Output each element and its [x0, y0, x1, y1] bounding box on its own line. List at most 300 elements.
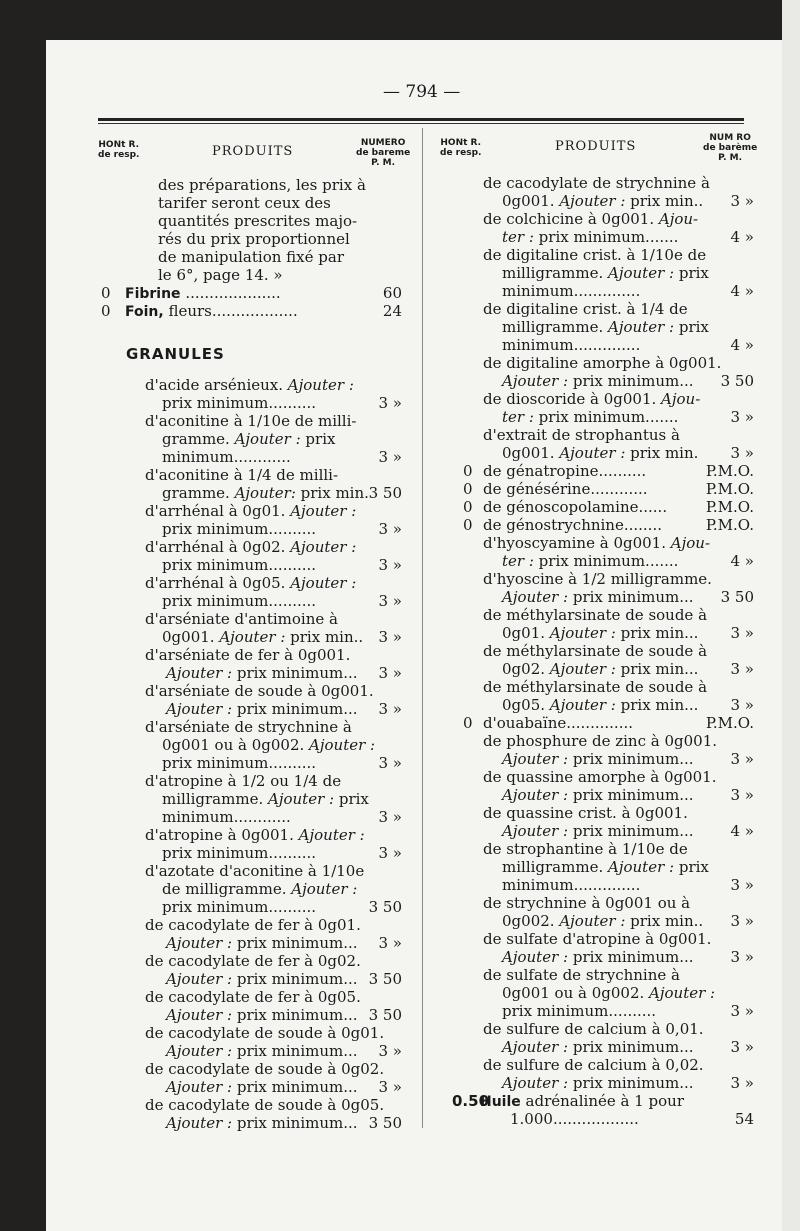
price-value: 3 »: [730, 408, 754, 426]
line-text: minimum............: [162, 448, 291, 466]
product-line: [145, 412, 356, 430]
line-text: adrénalinée à 1 pour: [520, 1092, 685, 1110]
line-text: d'arséniate de fer à 0g001.: [145, 646, 351, 664]
price-value: 3 50: [368, 1006, 402, 1024]
price-value: 3 »: [730, 948, 754, 966]
product-line: [483, 606, 707, 624]
line-text: de cacodylate de soude à 0g01.: [145, 1024, 385, 1042]
line-text: d'azotate d'aconitine à 1/10e: [145, 862, 365, 880]
line-text: milligramme.: [502, 264, 608, 282]
line-text: de quassine crist. à 0g001.: [483, 804, 688, 822]
price-value: 3 »: [378, 700, 402, 718]
product-line: [502, 282, 640, 300]
honor-value: 0: [463, 498, 473, 516]
instruction-text: Ajouter :: [290, 574, 357, 592]
line-text: d'arrhénal à 0g02.: [145, 538, 291, 556]
line-text: d'arrhénal à 0g05.: [145, 574, 291, 592]
product-line: [480, 1092, 684, 1110]
product-line: [483, 426, 680, 444]
line-text: de digitaline crist. à 1/4 de: [483, 300, 688, 318]
product-line: [483, 246, 706, 264]
price-value: 3 »: [730, 696, 754, 714]
line-text: d'ouabaïne..............: [483, 714, 633, 732]
price-value: 3 »: [730, 750, 754, 768]
instruction-text: Ajouter :: [290, 538, 357, 556]
product-line: [483, 804, 688, 822]
product-line: [145, 538, 356, 556]
instruction-text: Ajouter :: [219, 628, 286, 646]
price-value: 3 »: [378, 808, 402, 826]
product-line: [483, 678, 707, 696]
line-text-cont: prix min.: [295, 484, 369, 502]
product-line: [502, 552, 678, 570]
instruction-text: ter :: [502, 408, 534, 426]
price-value: P.M.O.: [705, 462, 754, 480]
line-text-cont: prix minimum...: [232, 1042, 358, 1060]
product-line: [158, 194, 331, 212]
instruction-text: Ajouter :: [166, 1006, 233, 1024]
line-text: de méthylarsinate de soude à: [483, 678, 708, 696]
price-value: 4 »: [730, 282, 754, 300]
price-value: 24: [382, 302, 402, 320]
product-line: [162, 754, 316, 772]
line-text: prix minimum..........: [162, 556, 317, 574]
price-value: 3 »: [730, 876, 754, 894]
product-line: [502, 372, 694, 390]
product-line: [483, 642, 707, 660]
line-text: de cacodylate de soude à 0g02.: [145, 1060, 385, 1078]
line-text: d'extrait de strophantus à: [483, 426, 680, 444]
price-value: 4 »: [730, 822, 754, 840]
instruction-text: Ajouter:: [234, 484, 296, 502]
product-line: [483, 570, 712, 588]
line-text: d'hyoscyamine à 0g001.: [483, 534, 671, 552]
line-text-cont: prix minimum...: [232, 1114, 358, 1132]
product-line: [166, 1078, 358, 1096]
instruction-text: Ajouter :: [234, 430, 306, 448]
product-name: Huile: [480, 1094, 521, 1110]
product-line: [502, 948, 694, 966]
line-text-cont: prix minimum...: [232, 700, 358, 718]
line-text-cont: prix min..: [625, 912, 704, 930]
line-text: de dioscoride à 0g001.: [483, 390, 662, 408]
product-line: [162, 808, 291, 826]
instruction-text: Ajouter :: [166, 664, 233, 682]
instruction-text: Ajouter :: [608, 264, 675, 282]
line-text: d'atropine à 1/2 ou 1/4 de: [145, 772, 342, 790]
product-line: [125, 302, 298, 320]
line-text-cont: prix minimum...: [568, 1074, 694, 1092]
line-text-cont: prix min.: [625, 444, 699, 462]
line-text: d'atropine à 0g001.: [145, 826, 299, 844]
header-produits-left: PRODUITS: [212, 144, 294, 159]
product-line: [145, 574, 356, 592]
line-text: de génatropine..........: [483, 462, 647, 480]
price-value: 3 50: [368, 970, 402, 988]
line-text: d'aconitine à 1/4 de milli-: [145, 466, 339, 484]
price-value: 3 »: [730, 1002, 754, 1020]
instruction-text: Ajou-: [661, 390, 701, 408]
product-line: [483, 354, 721, 372]
line-text: d'arrhénal à 0g01.: [145, 502, 291, 520]
instruction-text: Ajouter :: [549, 696, 616, 714]
product-name: Fibrine: [125, 286, 181, 302]
line-text-cont: prix minimum.......: [533, 408, 679, 426]
line-text: d'arséniate de strychnine à: [145, 718, 352, 736]
product-line: [502, 444, 698, 462]
line-text: milligramme.: [502, 858, 608, 876]
instruction-text: Ajouter :: [166, 970, 233, 988]
price-value: 3 50: [368, 898, 402, 916]
line-text-cont: prix minimum.......: [533, 228, 679, 246]
product-line: [483, 714, 633, 732]
price-value: 3 50: [368, 484, 402, 502]
product-line: [162, 394, 316, 412]
line-text: de digitaline amorphe à 0g001.: [483, 354, 722, 372]
product-line: [162, 628, 363, 646]
line-text: de génésérine............: [483, 480, 648, 498]
instruction-text: Ajou-: [658, 210, 699, 228]
price-value: 3 »: [730, 192, 754, 210]
price-value: 3 »: [378, 592, 402, 610]
line-text-cont: prix minimum...: [568, 948, 694, 966]
product-line: [145, 502, 356, 520]
product-line: [483, 300, 688, 318]
line-text: 0g001 ou à 0g002.: [162, 736, 310, 754]
product-line: [162, 556, 316, 574]
product-line: [483, 210, 698, 228]
line-text: 0g02.: [502, 660, 550, 678]
instruction-text: Ajouter :: [502, 1038, 569, 1056]
product-line: [145, 988, 361, 1006]
line-text: milligramme.: [162, 790, 268, 808]
line-text-cont: prix min...: [615, 696, 699, 714]
line-text: gramme.: [162, 484, 235, 502]
product-line: [158, 248, 344, 266]
line-text: milligramme.: [502, 318, 608, 336]
product-line: [145, 376, 354, 394]
product-line: [483, 768, 716, 786]
product-line: [158, 212, 357, 230]
product-line: [502, 336, 640, 354]
product-line: [162, 448, 291, 466]
line-text: de cacodylate de strychnine à: [483, 174, 710, 192]
line-text: d'acide arsénieux.: [145, 376, 288, 394]
page-number: — 794 —: [383, 82, 461, 102]
line-text-cont: prix: [674, 318, 709, 336]
product-line: [145, 952, 361, 970]
line-text: de manipulation fixé par: [158, 248, 344, 266]
product-line: [483, 840, 688, 858]
product-line: [502, 858, 709, 876]
line-text: prix minimum..........: [162, 520, 317, 538]
product-line: [502, 264, 709, 282]
header-honor-left: HONt R. de resp.: [98, 140, 140, 160]
product-line: [162, 736, 375, 754]
product-line: [125, 284, 281, 302]
line-text: 0g001 ou à 0g002.: [502, 984, 650, 1002]
instruction-text: Ajouter :: [502, 822, 569, 840]
instruction-text: Ajouter :: [559, 912, 626, 930]
instruction-text: Ajouter :: [298, 826, 365, 844]
line-text-cont: prix min...: [615, 660, 699, 678]
line-text: tarifer seront ceux des: [158, 194, 331, 212]
product-line: [483, 498, 667, 516]
line-text: minimum..............: [502, 282, 641, 300]
price-value: 4 »: [730, 336, 754, 354]
price-value: 4 »: [730, 228, 754, 246]
instruction-text: Ajouter :: [549, 660, 616, 678]
line-text: gramme.: [162, 430, 235, 448]
line-text-cont: prix minimum...: [568, 1038, 694, 1056]
header-numero-right: NUM RO de barème P. M.: [703, 133, 758, 163]
product-line: [502, 624, 698, 642]
price-value: 3 »: [730, 1038, 754, 1056]
price-value: P.M.O.: [705, 714, 754, 732]
price-value: 3 »: [730, 444, 754, 462]
line-text: de cacodylate de fer à 0g01.: [145, 916, 361, 934]
product-line: [162, 520, 316, 538]
line-text: 1.000..................: [510, 1110, 639, 1128]
header-rule-thin: [98, 123, 744, 124]
price-value: 3 50: [720, 588, 754, 606]
product-line: [166, 934, 358, 952]
product-line: [162, 484, 369, 502]
product-line: [502, 984, 715, 1002]
product-line: [162, 592, 316, 610]
line-text: de méthylarsinate de soude à: [483, 642, 708, 660]
binding-edge: [782, 0, 800, 1231]
line-text: de génostrychnine........: [483, 516, 662, 534]
honor-value: 0: [463, 480, 473, 498]
line-text: prix minimum..........: [162, 592, 317, 610]
instruction-text: Ajouter :: [502, 786, 569, 804]
product-line: [502, 1002, 656, 1020]
product-line: [483, 1020, 704, 1038]
instruction-text: Ajouter :: [166, 1114, 233, 1132]
line-text: prix minimum..........: [162, 394, 317, 412]
line-text: de sulfure de calcium à 0,02.: [483, 1056, 704, 1074]
product-line: [483, 894, 690, 912]
line-text-cont: prix minimum...: [232, 970, 358, 988]
line-text: 0g002.: [502, 912, 560, 930]
line-text: de digitaline crist. à 1/10e de: [483, 246, 707, 264]
price-value: 3 »: [378, 520, 402, 538]
product-line: [162, 880, 357, 898]
line-text: 0g01.: [502, 624, 550, 642]
instruction-text: Ajouter :: [502, 588, 569, 606]
instruction-text: Ajouter :: [291, 880, 358, 898]
price-value: 3 50: [368, 1114, 402, 1132]
product-line: [145, 1096, 384, 1114]
line-text: 0g001.: [162, 628, 220, 646]
product-line: [483, 174, 710, 192]
line-text: d'arséniate de soude à 0g001.: [145, 682, 374, 700]
line-text-cont: prix minimum...: [568, 786, 694, 804]
product-line: [166, 1006, 358, 1024]
product-line: [483, 390, 700, 408]
product-line: [502, 588, 694, 606]
line-text: de méthylarsinate de soude à: [483, 606, 708, 624]
line-text-cont: prix min...: [615, 624, 699, 642]
line-text-cont: prix minimum...: [232, 1078, 358, 1096]
product-line: [502, 192, 703, 210]
product-line: [483, 480, 648, 498]
product-line: [166, 700, 358, 718]
product-line: [145, 1024, 384, 1042]
price-value: 3 »: [378, 664, 402, 682]
product-line: [145, 916, 361, 934]
line-text-cont: prix minimum.......: [533, 552, 679, 570]
line-text: de génoscopolamine......: [483, 498, 668, 516]
instruction-text: Ajouter :: [608, 858, 675, 876]
price-value: 54: [734, 1110, 754, 1128]
product-line: [502, 912, 703, 930]
line-text-cont: prix minimum...: [232, 664, 358, 682]
price-value: 3 »: [730, 624, 754, 642]
line-text: 0g001.: [502, 192, 560, 210]
column-divider: [422, 128, 423, 1128]
instruction-text: ter :: [502, 228, 534, 246]
line-text: prix minimum..........: [162, 754, 317, 772]
price-value: 3 »: [730, 786, 754, 804]
line-text-cont: prix minimum...: [232, 1006, 358, 1024]
price-value: 3 »: [730, 1074, 754, 1092]
product-line: [502, 696, 698, 714]
line-text: quantités prescrites majo-: [158, 212, 358, 230]
product-line: [145, 862, 364, 880]
product-line: [158, 176, 366, 194]
line-text: rés du prix proportionnel: [158, 230, 350, 248]
line-text: prix minimum..........: [502, 1002, 657, 1020]
instruction-text: Ajouter :: [166, 1042, 233, 1060]
line-text: d'arséniate d'antimoine à: [145, 610, 338, 628]
header-produits-right: PRODUITS: [555, 139, 637, 154]
product-line: [502, 876, 640, 894]
product-line: [166, 1042, 358, 1060]
price-value: 3 »: [378, 934, 402, 952]
product-line: [166, 970, 358, 988]
product-line: [510, 1110, 639, 1128]
price-value: P.M.O.: [705, 480, 754, 498]
line-text: d'hyoscine à 1/2 milligramme.: [483, 570, 712, 588]
product-line: [145, 610, 338, 628]
line-text: de strychnine à 0g001 ou à: [483, 894, 691, 912]
line-text-cont: prix minimum...: [232, 934, 358, 952]
line-text-cont: prix: [674, 264, 709, 282]
line-text: minimum..............: [502, 876, 641, 894]
instruction-text: Ajouter :: [502, 1074, 569, 1092]
product-line: [145, 1060, 384, 1078]
line-text-cont: prix: [674, 858, 709, 876]
line-text-cont: prix min..: [285, 628, 364, 646]
price-value: 3 »: [378, 448, 402, 466]
price-value: 3 »: [378, 1078, 402, 1096]
product-line: [502, 660, 698, 678]
line-text: de sulfate d'atropine à 0g001.: [483, 930, 712, 948]
honor-value: 0: [463, 462, 473, 480]
honor-value: 0.50: [452, 1092, 490, 1110]
product-line: [162, 898, 316, 916]
product-line: [502, 318, 709, 336]
product-line: [483, 930, 711, 948]
line-text: des préparations, les prix à: [158, 176, 366, 194]
line-text: de quassine amorphe à 0g001.: [483, 768, 717, 786]
price-value: 3 »: [378, 844, 402, 862]
price-value: 3 »: [378, 628, 402, 646]
product-line: [502, 822, 694, 840]
line-text: de cacodylate de fer à 0g05.: [145, 988, 361, 1006]
product-line: [502, 408, 678, 426]
instruction-text: Ajouter :: [166, 1078, 233, 1096]
product-line: [166, 664, 358, 682]
product-line: [502, 786, 694, 804]
line-text: de phosphure de zinc à 0g001.: [483, 732, 718, 750]
product-line: [483, 1056, 704, 1074]
line-text: minimum..............: [502, 336, 641, 354]
section-heading: GRANULES: [126, 345, 225, 363]
header-numero-left: NUMERO de bareme P. M.: [356, 138, 411, 168]
price-value: 3 »: [378, 556, 402, 574]
line-text: minimum............: [162, 808, 291, 826]
line-text: de sulfate de strychnine à: [483, 966, 680, 984]
instruction-text: Ajou-: [670, 534, 711, 552]
instruction-text: Ajouter :: [559, 444, 626, 462]
price-value: 60: [382, 284, 402, 302]
instruction-text: Ajouter :: [608, 318, 675, 336]
instruction-text: Ajouter :: [559, 192, 626, 210]
line-text-cont: prix minimum...: [568, 372, 694, 390]
price-value: 3 »: [378, 1042, 402, 1060]
honor-value: 0: [101, 284, 111, 302]
instruction-text: Ajouter :: [502, 948, 569, 966]
line-text: de strophantine à 1/10e de: [483, 840, 688, 858]
instruction-text: Ajouter :: [549, 624, 616, 642]
product-name: Foin,: [125, 304, 164, 320]
line-text: 0g05.: [502, 696, 550, 714]
line-text: de milligramme.: [162, 880, 292, 898]
price-value: 3 »: [378, 394, 402, 412]
product-line: [483, 534, 710, 552]
instruction-text: Ajouter :: [649, 984, 716, 1002]
product-line: [166, 1114, 358, 1132]
product-line: [162, 844, 316, 862]
instruction-text: Ajouter :: [166, 934, 233, 952]
product-line: [162, 430, 335, 448]
honor-value: 0: [463, 516, 473, 534]
product-line: [145, 646, 350, 664]
line-text: le 6°, page 14. »: [158, 266, 283, 284]
product-line: [145, 772, 341, 790]
price-value: 4 »: [730, 552, 754, 570]
product-line: [502, 1038, 694, 1056]
product-line: [483, 732, 717, 750]
honor-value: 0: [463, 714, 473, 732]
price-value: 3 »: [378, 754, 402, 772]
product-line: [145, 466, 338, 484]
line-text: prix minimum..........: [162, 898, 317, 916]
header-rule: [98, 118, 744, 121]
instruction-text: Ajouter :: [502, 750, 569, 768]
line-text: de cacodylate de soude à 0g05.: [145, 1096, 385, 1114]
price-value: 3 »: [730, 660, 754, 678]
instruction-text: Ajouter :: [287, 376, 354, 394]
instruction-text: Ajouter :: [309, 736, 376, 754]
line-text-cont: prix minimum...: [568, 588, 694, 606]
honor-value: 0: [101, 302, 111, 320]
instruction-text: Ajouter :: [166, 700, 233, 718]
instruction-text: Ajouter :: [268, 790, 335, 808]
